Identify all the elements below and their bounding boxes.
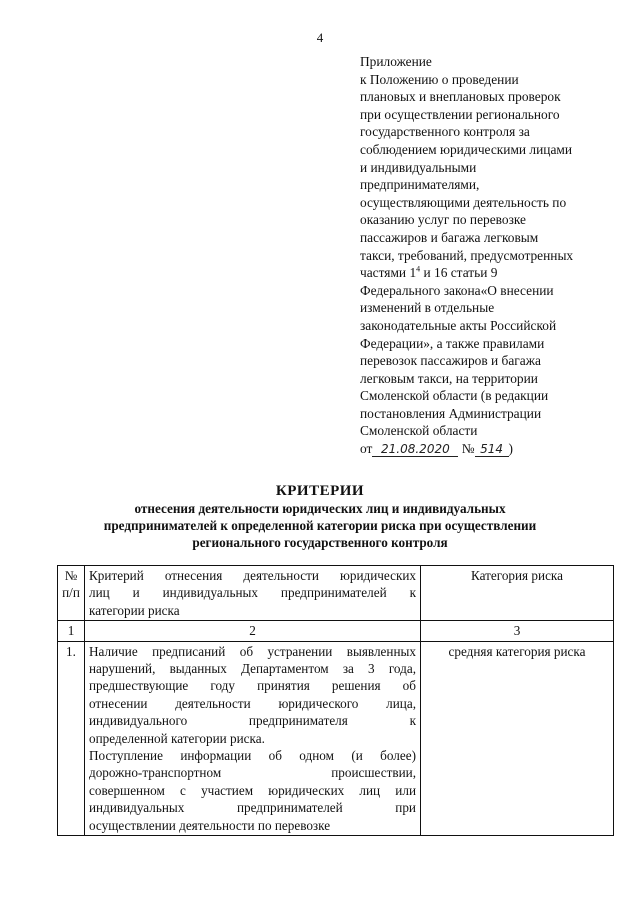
appendix-line: пассажиров и багажа легковым: [360, 229, 539, 245]
number-prefix: №: [461, 441, 475, 457]
row-criterion-line: осуществлении деятельности по перевозке: [89, 817, 331, 833]
appendix-line: предпринимателями,: [360, 177, 480, 193]
law-line-post: и 16 статьи 9: [420, 265, 498, 281]
appendix-line: и индивидуальными: [360, 159, 477, 175]
closing-paren: ): [508, 441, 513, 457]
row-number: 1.: [58, 641, 85, 835]
subtitle-line: отнесения деятельности юридических лиц и индивидуальных: [134, 501, 506, 516]
table-row: [58, 641, 614, 835]
appendix-line: постановления Администрации: [360, 405, 542, 421]
appendix-line: оказанию услуг по перевозке: [360, 212, 527, 228]
row-criterion-line: Наличие предписаний об устранении выявленных: [89, 643, 416, 659]
appendix-block: [360, 53, 610, 458]
appendix-line: осуществляющими деятельность по: [360, 194, 567, 210]
header-criterion-line: лиц и индивидуальных предпринимателей к: [89, 585, 416, 601]
law-line-pre: частями 1: [360, 265, 417, 281]
row-criterion-cell: [85, 641, 421, 835]
table-header-row: [58, 566, 614, 621]
criteria-table: [57, 565, 614, 836]
document-subtitle: [40, 501, 600, 551]
appendix-line: соблюдением юридическими лицами: [360, 141, 573, 157]
header-category-cell: Категория риска: [421, 566, 614, 621]
row-criterion-line: нарушений, выданных Департаментом за 3 года,: [89, 661, 416, 677]
appendix-line: такси, требований, предусмотренных: [360, 247, 574, 263]
row-criterion-line: индивидуального предпринимателя к: [89, 713, 416, 729]
appendix-law-line: [360, 264, 610, 282]
header-criterion-cell: [85, 566, 421, 621]
appendix-line: Федерации», а также правилами: [360, 335, 545, 351]
appendix-lines: [360, 53, 610, 264]
header-num-cell: [58, 566, 85, 621]
row-criterion-line: дорожно-транспортном происшествии,: [89, 765, 416, 781]
date-prefix: от: [360, 441, 373, 457]
handwritten-number: 514: [475, 442, 509, 457]
page-number: 4: [316, 30, 324, 45]
column-number: 1: [58, 621, 85, 641]
header-criterion-line: Критерий отнесения деятельности юридических: [89, 568, 416, 583]
appendix-line: легковым такси, на территории: [360, 370, 538, 386]
appendix-line: Приложение: [360, 54, 432, 69]
row-criterion-line: предшествующие году принятия решения об: [89, 678, 416, 694]
row-criterion-line: Поступление информации об одном (и более): [89, 748, 416, 764]
subtitle-line: регионального государственного контроля: [192, 534, 448, 550]
row-category-cell: средняя категория риска: [421, 641, 614, 835]
column-number: 3: [421, 621, 614, 641]
appendix-line: законодательные акты Российской: [360, 317, 557, 333]
appendix-line: плановых и внеплановых проверок: [360, 89, 561, 105]
row-criterion-line: определенной категории риска.: [89, 730, 265, 746]
document-title: КРИТЕРИИ: [275, 483, 365, 499]
row-criterion-line: совершенном с участием юридических лиц или: [89, 782, 416, 798]
row-criterion-line: отнесении деятельности юридического лица,: [89, 695, 416, 711]
header-num-line: №: [64, 568, 78, 583]
appendix-line: перевозок пассажиров и багажа: [360, 353, 541, 369]
column-number-row: [58, 621, 614, 641]
law-line-sup: 4: [416, 264, 421, 274]
appendix-line: к Положению о проведении: [360, 71, 519, 87]
handwritten-date: 21.08.2020: [372, 442, 458, 457]
appendix-line: государственного контроля за: [360, 124, 530, 140]
appendix-lines-continued: [360, 282, 610, 440]
appendix-line: Смоленской области: [360, 423, 478, 439]
subtitle-line: предпринимателей к определенной категории риска при осуществлении: [103, 517, 537, 533]
appendix-line: изменений в отдельные: [360, 300, 495, 316]
row-criterion-line: индивидуальных предпринимателей при: [89, 800, 416, 816]
appendix-line: Смоленской области (в редакции: [360, 388, 549, 404]
appendix-line: Федерального закона«О внесении: [360, 282, 554, 298]
header-num-line: п/п: [62, 585, 80, 601]
appendix-date-line: [360, 440, 610, 458]
header-criterion-line: категории риска: [89, 602, 180, 618]
column-number: 2: [85, 621, 421, 641]
appendix-line: при осуществлении регионального: [360, 106, 560, 122]
